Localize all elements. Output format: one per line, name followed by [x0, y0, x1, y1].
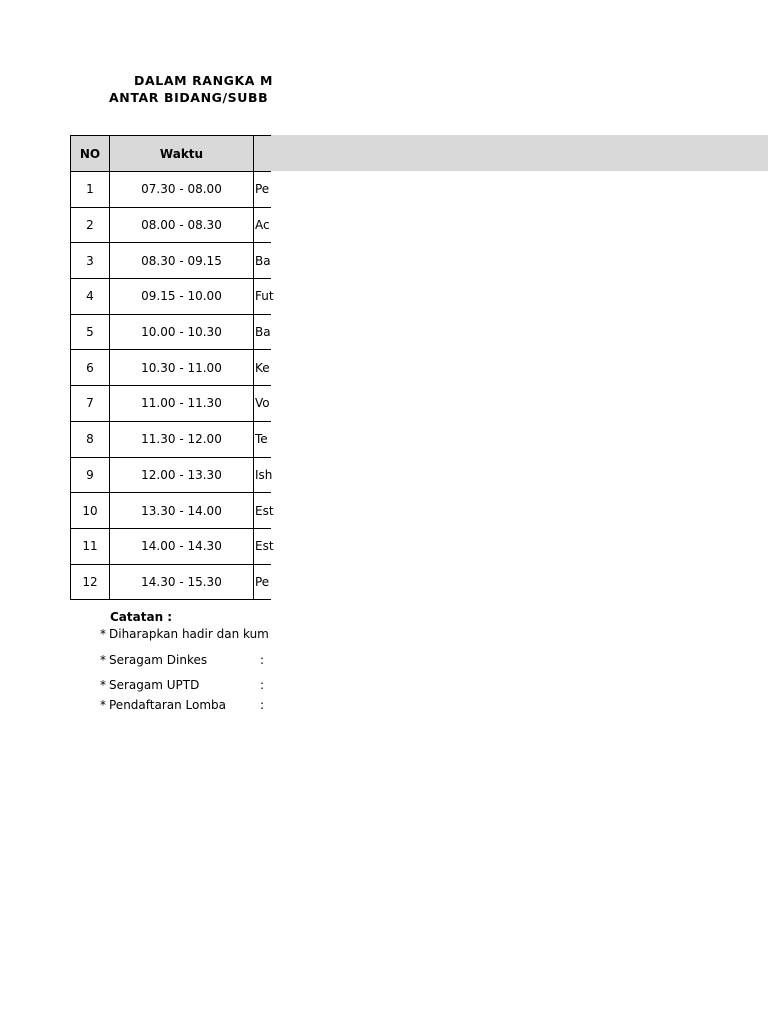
- notes-section: [0, 600, 270, 720]
- schedule-table: [70, 135, 274, 600]
- row-time: 08.30 - 09.15: [110, 243, 254, 279]
- table-row: [71, 564, 272, 600]
- row-time: 12.00 - 13.30: [110, 457, 254, 493]
- row-activity-cell: [254, 457, 272, 493]
- table-row: [71, 314, 272, 350]
- table-row: [71, 528, 272, 564]
- row-time: 08.00 - 08.30: [110, 207, 254, 243]
- note-item: [100, 698, 265, 712]
- row-number: 10: [71, 493, 110, 529]
- row-activity-cell: [254, 243, 272, 279]
- row-activity: Pe: [255, 182, 270, 197]
- row-activity: Ba: [255, 253, 271, 268]
- row-number: 5: [71, 314, 110, 350]
- table-row: [71, 350, 272, 386]
- row-activity: Est: [255, 539, 274, 554]
- table-row: [71, 279, 272, 315]
- header-acara: [254, 136, 272, 172]
- note-item: [100, 678, 265, 692]
- note-bullet: *: [100, 627, 106, 641]
- row-time: 14.30 - 15.30: [110, 564, 254, 600]
- row-number: 11: [71, 528, 110, 564]
- table-row: [71, 243, 272, 279]
- row-activity: Fut: [255, 289, 274, 304]
- table-row: [71, 172, 272, 208]
- row-activity-cell: [254, 386, 272, 422]
- table-row: [71, 421, 272, 457]
- note-bullet: *: [100, 698, 106, 712]
- note-bullet: *: [100, 653, 106, 667]
- note-label: Seragam Dinkes: [109, 653, 208, 667]
- header-no: NO: [71, 136, 110, 172]
- notes-title: Catatan :: [110, 610, 173, 624]
- note-label: Seragam UPTD: [109, 678, 200, 692]
- row-activity: Ac: [255, 218, 270, 233]
- row-activity-cell: [254, 528, 272, 564]
- row-activity-cell: [254, 172, 272, 208]
- note-colon: :: [260, 678, 265, 692]
- row-activity-cell: [254, 421, 272, 457]
- note-item: [100, 653, 265, 667]
- row-activity: Te: [255, 432, 268, 447]
- table-header-row: [71, 136, 272, 172]
- row-number: 4: [71, 279, 110, 315]
- row-activity: Ish: [255, 467, 273, 482]
- row-time: 09.15 - 10.00: [110, 279, 254, 315]
- note-label: Diharapkan hadir dan kum: [109, 627, 269, 641]
- row-time: 14.00 - 14.30: [110, 528, 254, 564]
- note-colon: :: [260, 653, 265, 667]
- row-number: 2: [71, 207, 110, 243]
- table-row: [71, 457, 272, 493]
- row-time: 10.30 - 11.00: [110, 350, 254, 386]
- row-number: 3: [71, 243, 110, 279]
- row-time: 11.30 - 12.00: [110, 421, 254, 457]
- note-colon: :: [260, 698, 265, 712]
- note-label: Pendaftaran Lomba: [109, 698, 227, 712]
- table-row: [71, 207, 272, 243]
- row-number: 9: [71, 457, 110, 493]
- note-bullet: *: [100, 678, 106, 692]
- row-time: 07.30 - 08.00: [110, 172, 254, 208]
- header-waktu: Waktu: [110, 136, 254, 172]
- row-activity-cell: [254, 493, 272, 529]
- row-time: 10.00 - 10.30: [110, 314, 254, 350]
- table-row: [71, 493, 272, 529]
- row-activity-cell: [254, 207, 272, 243]
- row-number: 8: [71, 421, 110, 457]
- row-time: 11.00 - 11.30: [110, 386, 254, 422]
- table-row: [71, 386, 272, 422]
- note-item: [100, 627, 269, 641]
- row-number: 1: [71, 172, 110, 208]
- row-activity: Ke: [255, 360, 270, 375]
- row-time: 13.30 - 14.00: [110, 493, 254, 529]
- row-number: 6: [71, 350, 110, 386]
- header-band: [253, 135, 768, 171]
- row-activity: Pe: [255, 574, 270, 589]
- document-title-line-1: DALAM RANGKA M: [134, 73, 274, 88]
- row-activity-cell: [254, 564, 272, 600]
- row-activity-cell: [254, 350, 272, 386]
- row-number: 7: [71, 386, 110, 422]
- row-number: 12: [71, 564, 110, 600]
- row-activity: Ba: [255, 325, 271, 340]
- row-activity: Est: [255, 503, 274, 518]
- row-activity-cell: [254, 314, 272, 350]
- document-title-line-2: ANTAR BIDANG/SUBB: [109, 90, 269, 105]
- row-activity-cell: [254, 279, 272, 315]
- row-activity: Vo: [255, 396, 270, 411]
